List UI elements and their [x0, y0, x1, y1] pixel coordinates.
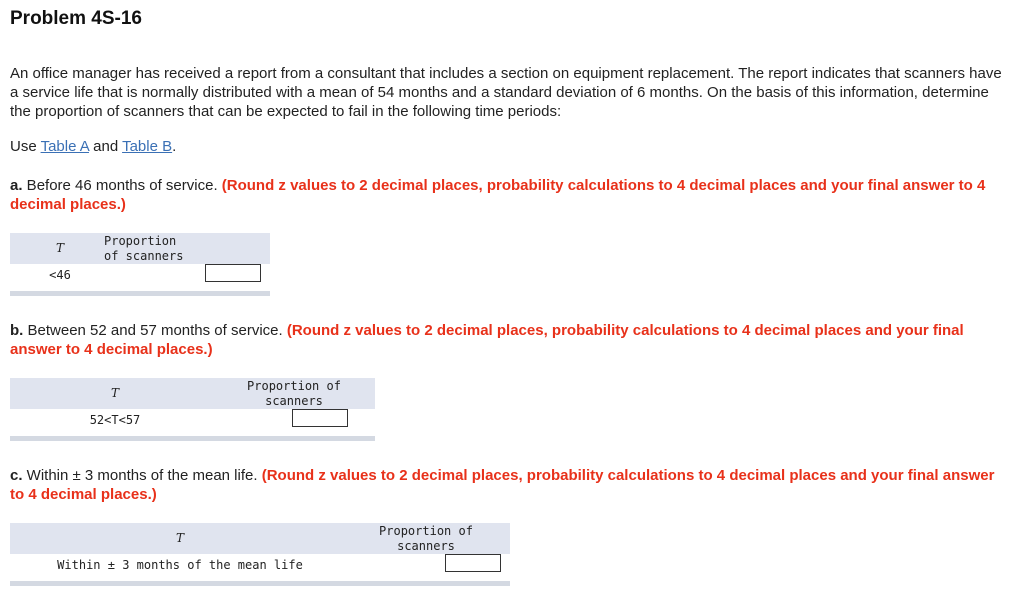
answer-input-a[interactable] — [205, 264, 261, 282]
answer-input-c[interactable] — [445, 554, 501, 572]
question-c-rounding-note: (Round z values to 2 decimal places, probability calculations to 4 decimal places and your final answer to 4 decimal places.) — [10, 467, 995, 503]
table-b-col-proportion: Proportion of scanners — [247, 379, 341, 408]
table-b-col-t: T — [110, 386, 119, 400]
use-middle: and — [88, 138, 123, 155]
table-c-row-label: Within ± 3 months of the mean life — [57, 558, 303, 572]
table-b-link[interactable]: Table B — [122, 138, 173, 155]
table-a-row-label: <46 — [49, 268, 71, 282]
question-b-letter: b. — [10, 322, 24, 339]
question-a — [10, 176, 1010, 214]
table-c-col-proportion: Proportion of scanners — [379, 524, 473, 553]
table-a-col-proportion: Proportion of scanners — [104, 234, 184, 263]
table-a-col-t: T — [55, 241, 64, 255]
table-a-link[interactable]: Table A — [40, 138, 89, 155]
question-a-letter: a. — [10, 177, 23, 194]
answer-table-b — [10, 378, 375, 442]
problem-title: Problem 4S-16 — [10, 8, 142, 29]
question-b-rounding-note: (Round z values to 2 decimal places, probability calculations to 4 decimal places and your final answer to 4 decimal places.) — [10, 322, 964, 358]
answer-table-c — [10, 523, 510, 587]
table-c-col-t: T — [175, 531, 184, 545]
question-a-rounding-note: (Round z values to 2 decimal places, probability calculations to 4 decimal places and your final answer to 4 decimal places.) — [10, 177, 986, 213]
question-c-letter: c. — [10, 467, 23, 484]
question-c — [10, 466, 1010, 504]
question-a-text: Before 46 months of service. — [22, 177, 222, 194]
answer-table-a — [10, 233, 270, 297]
problem-intro: An office manager has received a report from a consultant that includes a section on equipment replacement. The report indicates that scanners have a service life that is normally distributed with a mean of 54 months and a standard deviation of 6 months. On the basis of this information, determine the proportion of scanners that can be expected to fail in the following time periods: — [10, 65, 1002, 120]
use-prefix: Use — [10, 138, 41, 155]
question-b — [10, 321, 1010, 359]
table-b-row-label: 52<T<57 — [89, 413, 141, 427]
table-c-bottom-rule — [10, 581, 510, 586]
use-suffix: . — [172, 138, 177, 155]
question-c-text: Within ± 3 months of the mean life. — [22, 467, 262, 484]
table-a-bottom-rule — [10, 291, 270, 296]
use-tables-line — [10, 138, 176, 155]
answer-input-b[interactable] — [292, 409, 348, 427]
question-b-text: Between 52 and 57 months of service. — [23, 322, 287, 339]
table-b-bottom-rule — [10, 436, 375, 441]
